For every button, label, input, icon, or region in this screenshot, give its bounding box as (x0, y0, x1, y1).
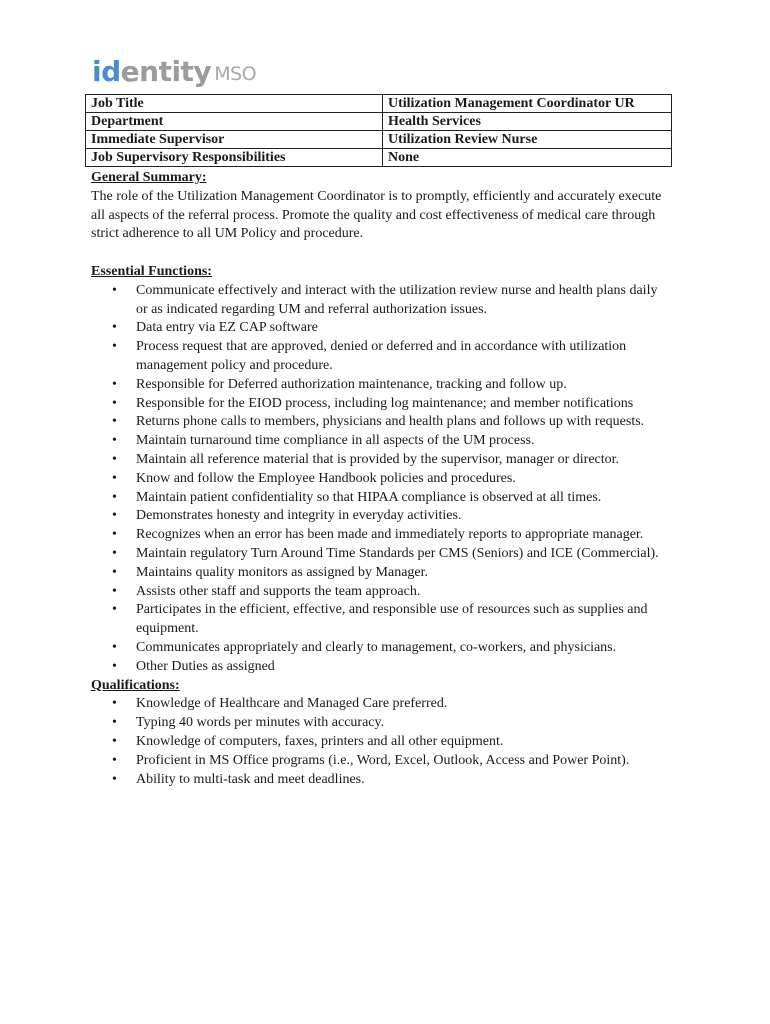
bullet-icon: • (112, 451, 117, 467)
supervisory-responsibilities-value: None (383, 149, 672, 167)
list-item-text: Maintain turnaround time compliance in all aspects of the UM process. (136, 433, 535, 449)
logo-mso-text: MSO (214, 63, 257, 85)
table-row (86, 113, 672, 131)
logo-entity-part: entity (120, 55, 212, 88)
bullet-icon: • (112, 376, 117, 392)
bullet-icon: • (112, 527, 117, 543)
job-title-label: Job Title (86, 95, 383, 113)
job-title-value: Utilization Management Coordinator UR (383, 95, 672, 113)
list-item (91, 639, 671, 658)
department-value: Health Services (383, 113, 672, 131)
bullet-icon: • (112, 658, 117, 674)
list-item (91, 376, 671, 395)
list-item-text: Data entry via EZ CAP software (136, 320, 318, 336)
list-item-text: Maintain patient confidentiality so that HIPAA compliance is observed at all times. (136, 489, 602, 505)
bullet-icon: • (112, 320, 117, 336)
list-item (91, 714, 671, 733)
bullet-icon: • (112, 282, 117, 298)
table-row (86, 95, 672, 113)
list-item-text: Responsible for Deferred authorization maintenance, tracking and follow up. (136, 376, 567, 392)
list-item-text: Maintain all reference material that is provided by the supervisor, manager or director. (136, 451, 620, 467)
list-item (91, 752, 671, 771)
list-item (91, 583, 671, 602)
table-row (86, 131, 672, 149)
list-item-text: Knowledge of Healthcare and Managed Care preferred. (136, 696, 448, 712)
list-item-text: Recognizes when an error has been made and immediately reports to appropriate manager. (136, 527, 644, 543)
qualifications-heading: Qualifications: (91, 677, 180, 693)
list-item (91, 282, 671, 320)
list-item (91, 432, 671, 451)
list-item-text: Participates in the efficient, effective, and responsible use of resources such as supplies and equipment. (136, 602, 648, 637)
bullet-icon: • (112, 395, 117, 411)
identity-mso-logo (92, 46, 256, 86)
list-item-text: Process request that are approved, denied or deferred and in accordance with utilization management policy and procedure. (136, 339, 627, 373)
table-row (86, 149, 672, 167)
list-item-text: Typing 40 words per minutes with accuracy. (136, 715, 385, 731)
list-item (91, 507, 671, 526)
list-item (91, 526, 671, 545)
list-item (91, 733, 671, 752)
list-item (91, 545, 671, 564)
bullet-icon: • (112, 602, 117, 618)
list-item (91, 771, 671, 790)
list-item (91, 695, 671, 714)
list-item-text: Communicate effectively and interact with the utilization review nurse and health plans daily or as indicated regarding UM and referral authorization issues. (136, 282, 658, 317)
general-summary-heading: General Summary: (91, 170, 207, 185)
bullet-icon: • (112, 564, 117, 580)
immediate-supervisor-value: Utilization Review Nurse (383, 131, 672, 149)
bullet-icon: • (112, 433, 117, 449)
bullet-icon: • (112, 508, 117, 524)
list-item-text: Ability to multi-task and meet deadlines. (136, 771, 365, 787)
immediate-supervisor-label: Immediate Supervisor (86, 131, 383, 149)
job-info-table (85, 94, 672, 167)
list-item (91, 564, 671, 583)
document-body (91, 169, 671, 789)
bullet-icon: • (112, 771, 117, 787)
bullet-icon: • (112, 696, 117, 712)
list-item (91, 601, 671, 639)
bullet-icon: • (112, 733, 117, 749)
qualifications-list (91, 695, 671, 789)
bullet-icon: • (112, 715, 117, 731)
general-summary-text: The role of the Utilization Management Coordinator is to promptly, efficiently and accurately execute all aspects of the referral process. Promote the quality and cost effectiveness of medical care through strict adherence to all UM Policy and procedure. (91, 188, 662, 242)
list-item-text: Returns phone calls to members, physicians and health plans and follows up with requests. (136, 414, 645, 430)
list-item (91, 413, 671, 432)
list-item (91, 395, 671, 414)
bullet-icon: • (112, 470, 117, 486)
list-item-text: Communicates appropriately and clearly to management, co-workers, and physicians. (136, 639, 617, 655)
list-item-text: Responsible for the EIOD process, including log maintenance; and member notifications (136, 395, 634, 411)
list-item-text: Proficient in MS Office programs (i.e., Word, Excel, Outlook, Access and Power Point). (136, 752, 630, 768)
bullet-icon: • (112, 583, 117, 599)
list-item-text: Other Duties as assigned (136, 658, 275, 674)
list-item-text: Know and follow the Employee Handbook policies and procedures. (136, 470, 516, 486)
bullet-icon: • (112, 752, 117, 768)
supervisory-responsibilities-label: Job Supervisory Responsibilities (86, 149, 383, 167)
list-item (91, 319, 671, 338)
list-item-text: Maintains quality monitors as assigned by Manager. (136, 564, 429, 580)
bullet-icon: • (112, 545, 117, 561)
list-item (91, 451, 671, 470)
bullet-icon: • (112, 639, 117, 655)
logo-id-part: id (92, 55, 121, 88)
list-item-text: Demonstrates honesty and integrity in everyday activities. (136, 508, 462, 524)
essential-functions-list (91, 282, 671, 677)
list-item-text: Maintain regulatory Turn Around Time Standards per CMS (Seniors) and ICE (Commercial). (136, 545, 659, 561)
logo-identity-text (92, 55, 212, 88)
bullet-icon: • (112, 339, 117, 355)
list-item (91, 489, 671, 508)
list-item (91, 470, 671, 489)
list-item-text: Knowledge of computers, faxes, printers and all other equipment. (136, 733, 504, 749)
bullet-icon: • (112, 414, 117, 430)
section-spacer (91, 244, 671, 263)
list-item-text: Assists other staff and supports the team approach. (136, 583, 421, 599)
bullet-icon: • (112, 489, 117, 505)
essential-functions-heading: Essential Functions: (91, 263, 212, 279)
department-label: Department (86, 113, 383, 131)
list-item (91, 338, 671, 376)
list-item (91, 658, 671, 677)
